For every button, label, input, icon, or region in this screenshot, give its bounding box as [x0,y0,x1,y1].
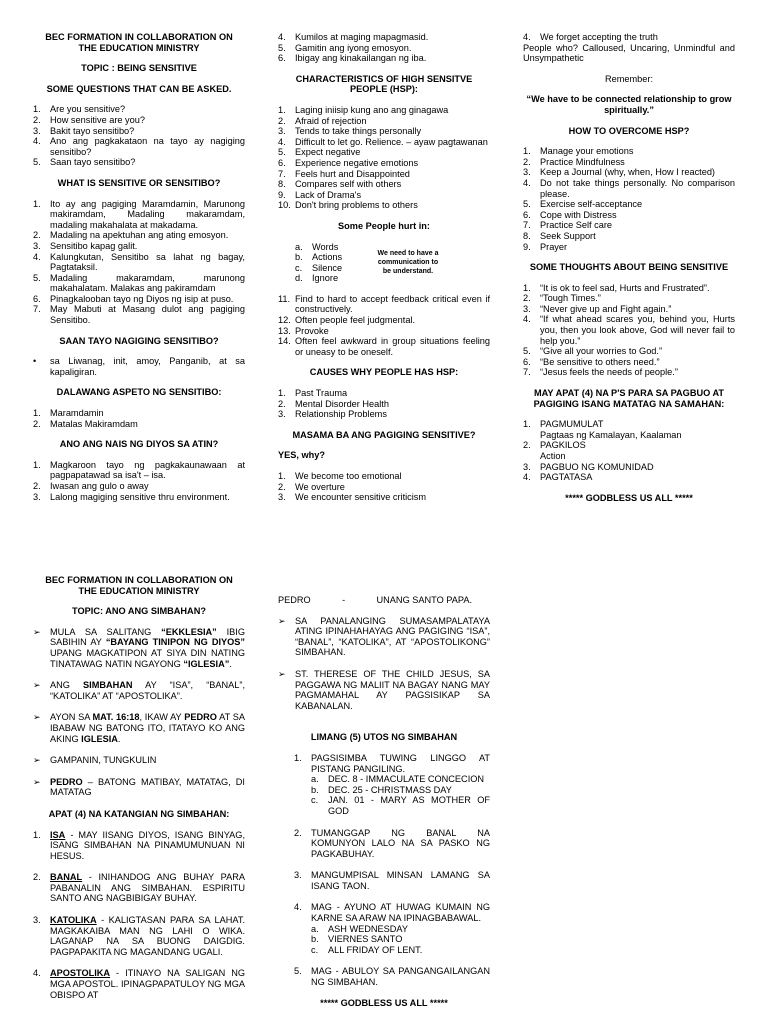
list-item [33,712,245,744]
text: PEDRO [278,595,311,605]
section-heading: WHAT IS SENSITIVE OR SENSITIBO? [57,177,221,188]
doc-heading: BEC FORMATION IN COLLABORATION ON [45,32,233,42]
list-item: 1. Are you sensitive? [33,104,245,115]
list-item: 4. We forget accepting the truth [523,32,735,43]
closing-line: ***** GODBLESS US ALL ***** [565,492,693,503]
list-item: 8. Compares self with others [278,179,490,190]
list-item: 5. Madaling makaramdam, marunong makahalatam. Malakas ang pakiramdam [33,273,245,294]
closing-line: ***** GODBLESS US ALL ***** [320,997,448,1008]
text-bold: SIMBAHAN [83,680,133,691]
list-item: 4. PAGTATASA [523,472,735,483]
section-heading: MAY APAT (4) NA P'S PARA SA PAGBUO AT PAGIGING ISANG MATATAG NA SAMAHAN: [533,388,725,409]
list-item: 6. Pinagkalooban tayo ng Diyos ng isip at puso. [33,294,245,305]
list-item: 3. Tends to take things personally [278,126,490,137]
list-item [33,627,245,669]
hurt-block [278,242,490,284]
section-heading: MASAMA BA ANG PAGIGING SENSITIVE? [292,429,476,440]
item-title: 2. PAGKILOS [540,440,586,451]
list-item: 1. Ito ay ang pagiging Maramdamin, Marunong makiramdam, Madaling makaramdam, madaling makahalata at makadama. [33,199,245,231]
section-heading: CAUSES WHY PEOPLE HAS HSP: [309,367,459,378]
bottom-column-1 [33,575,245,1000]
what-list [33,199,245,326]
list-item: 3. “Never give up and Fight again.” [523,304,735,315]
list-item: 5. “Give all your worries to God.” [523,346,735,357]
list-item: 12. Often people feel judgmental. [278,315,490,326]
yes-why-label: YES, why? [278,450,325,461]
list-item: c. Silence [295,263,373,274]
sub-list [311,774,490,816]
list-item [294,902,490,955]
text: 4. MAG - AYUNO AT HUWAG KUMAIN NG KARNE SA ARAW NA IPINAGBABAWAL. [311,902,490,924]
list-item: 1. “It is ok to feel sad, Hurts and Frustrated”. [523,283,735,294]
list-item: • sa Liwanag, init, amoy, Panganib, at sa kapaligiran. [33,356,245,377]
list-item: 14. Often feel awkward in group situations feeling or uneasy to be oneself. [278,336,490,357]
overcome-list [523,146,735,252]
hurt-list [295,242,373,284]
text-bold: PEDRO [50,776,83,787]
list-item: c. ALL FRIDAY OF LENT. [311,945,490,956]
list-item: 5. Saan tayo sensitibo? [33,157,245,168]
list-item: 9. Lack of Drama's [278,190,490,201]
list-item: b. DEC. 25 - CHRISTMASS DAY [311,785,490,796]
doc-heading-line2: THE EDUCATION MINISTRY [78,42,200,53]
list-item: 1. We become too emotional [278,471,490,482]
list-item: 2. Afraid of rejection [278,116,490,127]
list-item: 2. How sensitive are you? [33,115,245,126]
list-item [33,968,245,1000]
top-column-2 [278,32,490,503]
list-item: 6. Ibigay ang kinakailangan ng iba. [278,53,490,64]
continued-list [278,32,490,64]
list-item: 7. Feels hurt and Disappointed [278,169,490,180]
list-item: 2. Mental Disorder Health [278,399,490,410]
list-item: 2. Madaling na apektuhan ang ating emosyon. [33,230,245,241]
list-item: 3. Keep a Journal (why, when, How I reacted) [523,167,735,178]
list-item: ➢ GAMPANIN, TUNGKULIN [33,755,245,766]
thoughts-list [523,283,735,378]
list-item: a. Words [295,242,373,253]
list-item: 1. Magkaroon tayo ng pagkakaunawaan at pagpapatawad sa isa't – isa. [33,460,245,481]
list-item: a. ASH WEDNESDAY [311,924,490,935]
list-item: 4. “If what ahead scares you, behind you, Hurts you, then you look above, God will never fail to help you.” [523,314,735,346]
text-bold: “IGLESIA” [183,658,230,669]
simbahan-points [33,627,245,798]
list-item: 6. Cope with Distress [523,210,735,221]
doc-heading-line2: THE EDUCATION MINISTRY [78,585,200,596]
utos-list [294,753,490,988]
list-item: 7. Practice Self care [523,220,735,231]
list-item: 4. Ano ang pagkakataon na tayo ay nagiging sensitibo? [33,136,245,157]
text-bold: MAT. 16:18 [92,712,140,723]
text: - ITINAYO NA SALIGAN NG MGA APOSTOL. IPINAGPAPATULOY NG MGA OBISPO AT [50,968,245,1000]
list-item: 5. Expect negative [278,147,490,158]
text: UPANG MAGKATIPON AT SIYA DIN NATING TINATAWAG NATIN NGAYONG [50,647,245,669]
causes-list [278,388,490,420]
text-bold: BANAL [50,872,83,883]
text: ANG [50,680,84,691]
section-heading: ANO ANG NAIS NG DIYOS SA ATIN? [59,439,219,450]
list-item: 4. Kalungkutan, Sensitibo sa lahat ng bagay, Pagtataksil. [33,252,245,273]
text-bold: “BAYANG TINIPON NG DIYOS” [105,637,246,648]
section-heading: SAAN TAYO NAGIGING SENSITIBO? [59,335,219,346]
list-item [33,680,245,701]
list-item: 3. PAGBUO NG KOMUNIDAD [523,462,735,473]
text: - MAY IISANG DIYOS, ISANG BINYAG, ISANG SIMBAHAN NA PINAMUMUNUAN NI HESUS. [50,829,245,861]
list-item: ➢ ST. THERESE OF THE CHILD JESUS, SA PAGGAWA NG MALIIT NA BAGAY NANG MAY PAGMAMAHAL AY PAGSISIKAP SA KABANALAN. [278,669,490,711]
list-item: 8. Seek Support [523,231,735,242]
communication-note: We need to have a communication to be understand. [377,250,439,276]
people-who-text: People who? Calloused, Uncaring, Unmindful and Unsympathetic [523,42,735,64]
aspeto-list [33,408,245,429]
section-heading: LIMANG (5) UTOS NG SIMBAHAN [310,732,458,743]
list-item: 5. Exercise self-acceptance [523,199,735,210]
yes-list [278,471,490,503]
list-item: 3. MANGUMPISAL MINSAN LAMANG SA ISANG TAON. [294,870,490,891]
list-item: 1. Laging iniisip kung ano ang ginagawa [278,105,490,116]
list-item: 1. Maramdamin [33,408,245,419]
list-item [33,777,245,798]
questions-list [33,104,245,168]
characteristics-list [278,105,490,211]
list-item: 9. Prayer [523,242,735,253]
top-column-3 [523,32,735,503]
list-item: 3. Lalong magiging sensitive thru environment. [33,492,245,503]
list-item [33,830,245,862]
four-ps-list [523,419,735,483]
text: 1. PAGSISIMBA TUWING LINGGO AT PISTANG PANGILING. [311,752,490,774]
text-bold: PEDRO [184,712,217,723]
bottom-column-2 [278,595,490,1008]
text: IBIG SABIHIN AY [50,626,246,648]
text: – BATONG MATIBAY, MATATAG, DI MATATAG [50,776,245,798]
list-item: b. Actions [295,252,373,263]
text-bold: IGLESIA [81,733,118,744]
remember-label: Remember: [605,73,653,84]
text-bold: KATOLIKA [50,915,97,926]
list-item: 4. Do not take things personally. No comparison please. [523,178,735,199]
list-item: d. Ignore [295,273,373,284]
list-item: 13. Provoke [278,326,490,337]
list-item [294,753,490,817]
nais-list [33,460,245,502]
section-heading: DALAWANG ASPETO NG SENSITIBO: [56,387,222,398]
list-item: 6. “Be sensitive to others need.” [523,357,735,368]
text: - INIHANDOG ANG BUHAY PARA PABANALIN ANG SIMBAHAN. ESPIRITU SANTO ANG NAGBIBIGAY BUHAY. [50,872,245,904]
section-heading: APAT (4) NA KATANGIAN NG SIMBAHAN: [48,808,230,819]
text: MULA SA SALITANG [50,626,162,637]
section-heading: SOME THOUGHTS ABOUT BEING SENSITIVE [529,262,729,273]
list-item: 2. Practice Mindfulness [523,157,735,168]
list-item: 3. Sensitibo kapag galit. [33,241,245,252]
text-bold: ISA [50,829,66,840]
list-item [33,915,245,957]
continued-list [523,32,735,43]
sub-list [311,924,490,956]
text: - [342,595,346,605]
list-item: 3. Relationship Problems [278,409,490,420]
list-item [523,440,735,461]
list-item: 5. MAG - ABULOY SA PANGANGAILANGAN NG SIMBAHAN. [294,966,490,987]
topic-title: TOPIC: ANO ANG SIMBAHAN? [72,606,206,617]
list-item: c. JAN. 01 - MARY AS MOTHER OF GOD [311,795,490,816]
list-item: 6. Experience negative emotions [278,158,490,169]
text: AYON SA [50,712,93,723]
text-bold: APOSTOLIKA [50,968,111,979]
item-title: 1. PAGMUMULAT [540,419,604,430]
list-item: 7. May Mabuti at Masang dulot ang pagiging Sensitibo. [33,304,245,325]
text: AT SA IBABAW NG BATONG ITO, ITATAYO KO ANG AKING [50,712,245,744]
text: AY “ISA”, “BANAL”, “KATOLIKA” AT “APOSTOLIKA”. [50,680,245,701]
section-heading: CHARACTERISTICS OF HIGH SENSITVE PEOPLE (HSP): [295,73,473,95]
list-item [33,872,245,904]
list-item [523,419,735,440]
text: - KALIGTASAN PARA SA LAHAT. MAGKAKAIBA MAN NG LAHI O WIKA. LAGANAP NA SA BUONG DAIGDIG. PAGPAPAKITA NG MAGANDANG UGALI. [50,915,245,957]
list-item: b. VIERNES SANTO [311,934,490,945]
list-item: 4. Kumilos at maging mapagmasid. [278,32,490,43]
top-column-1 [33,32,245,502]
list-item: 2. Matalas Makiramdam [33,419,245,430]
characteristics-list-cont [278,294,490,358]
item-detail: Pagtaas ng Kamalayan, Kaalaman [540,429,682,440]
pedro-line [278,595,490,606]
item-detail: Action [540,451,566,461]
list-item: 3. We encounter sensitive criticism [278,492,490,503]
list-item: 2. “Tough Times.” [523,293,735,304]
section-heading: Some People hurt in: [338,220,430,231]
topic-title: TOPIC : BEING SENSITIVE [81,63,197,74]
text: UNANG SANTO PAPA. [376,595,472,605]
text: . [229,658,232,669]
katangian-list [33,830,245,1001]
text: , IKAW AY [139,712,185,723]
list-item: a. DEC. 8 - IMMACULATE CONCECION [311,774,490,785]
list-item: 3. Bakit tayo sensitibo? [33,126,245,137]
text: . [117,733,121,744]
quote: “We have to be connected relationship to grow spiritually.” [526,94,732,115]
list-item: 2. Iwasan ang gulo o away [33,481,245,492]
list-item: ➢ SA PANALANGING SUMASAMPALATAYA ATING IPINAHAHAYAG ANG PAGIGING “ISA”, “BANAL”, “KATOLIKA”, AT “APOSTOLIKONG” SIMBAHAN. [278,616,490,658]
list-item: 5. Gamitin ang iyong emosyon. [278,43,490,54]
saan-list [33,356,245,377]
list-item: 10. Don't bring problems to others [278,200,490,211]
section-heading: SOME QUESTIONS THAT CAN BE ASKED. [46,83,232,94]
list-item: 4. Difficult to let go. Relience. – ayaw pagtawanan [278,137,490,148]
doc-heading: BEC FORMATION IN COLLABORATION ON [45,575,233,585]
text-bold: “EKKLESIA” [161,626,217,637]
list-item: 1. Past Trauma [278,388,490,399]
section-heading: HOW TO OVERCOME HSP? [568,125,690,136]
list-item: 1. Manage your emotions [523,146,735,157]
simbahan-points-cont [278,616,490,712]
list-item: 2. TUMANGGAP NG BANAL NA KOMUNYON LALO NA SA PASKO NG PAGKABUHAY. [294,828,490,860]
list-item: 2. We overture [278,482,490,493]
list-item: 7. “Jesus feels the needs of people.” [523,367,735,378]
list-item: 11. Find to hard to accept feedback critical even if constructively. [278,294,490,315]
